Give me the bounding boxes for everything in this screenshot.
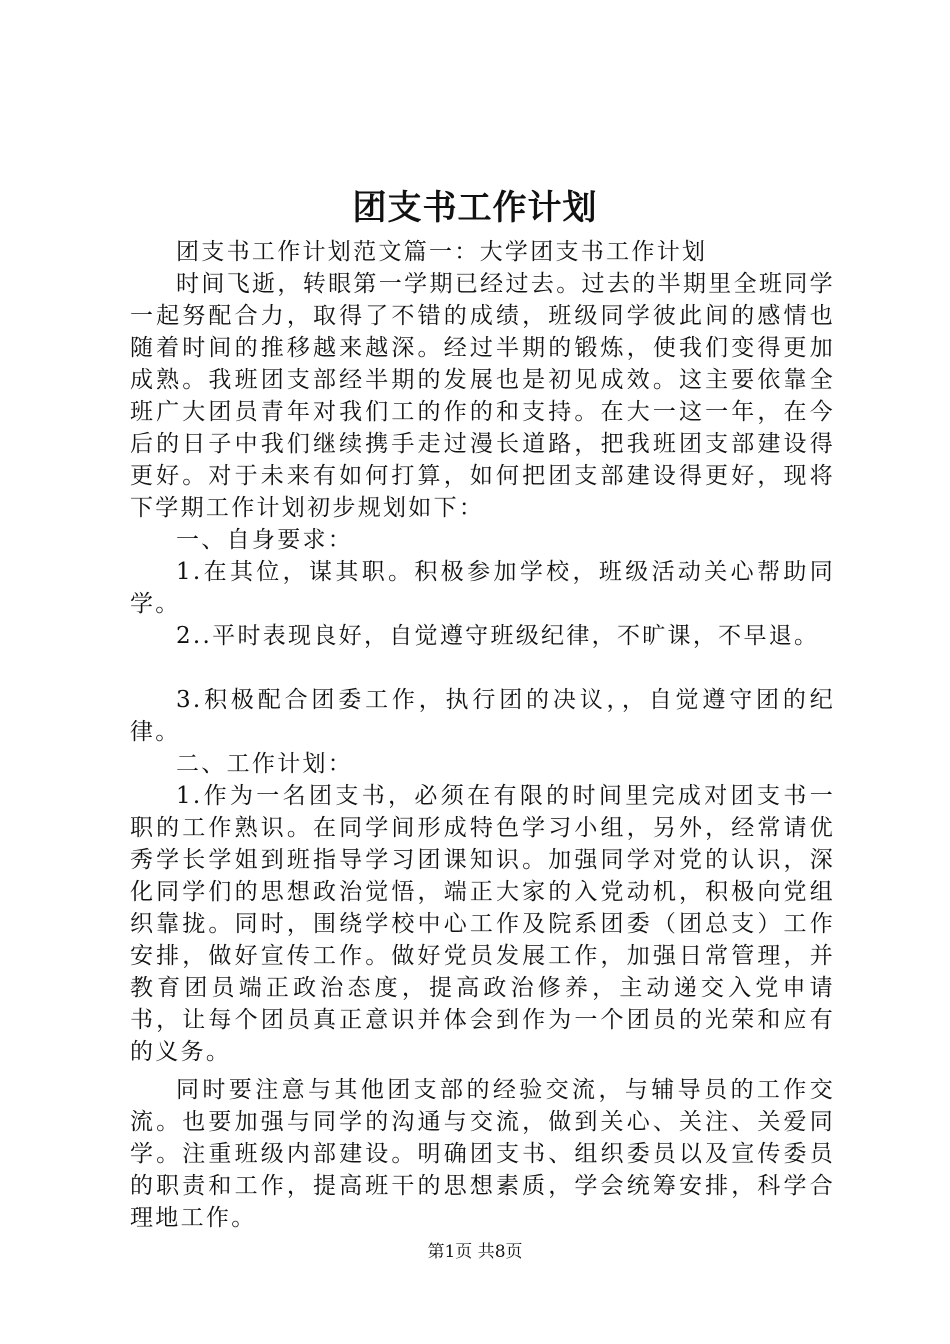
intro-paragraph: 时间飞逝，转眼第一学期已经过去。过去的半期里全班同学一起努配合力，取得了不错的成绩，班级同学彼此间的感情也随着时间的推移越来越深。经过半期的锻炼，使我们变得更加成熟。我班团支部经半期的发展也是初见成效。这主要依靠全班广大团员青年对我们工的作的和支持。在大一这一年，在今后的日子中我们继续携手走过漫长道路，把我班团支部建设得更好。对于未来有如何打算，如何把团支部建设得更好，现将下学期工作计划初步规划如下： (130, 271, 835, 521)
work-plan-item-1: 1.作为一名团支书，必须在有限的时间里完成对团支书一职的工作熟识。在同学间形成特色学习小组，另外，经常请优秀学长学姐到班指导学习团课知识。加强同学对党的认识，深化同学们的思想政治觉悟，端正大家的入党动机，积极向党组织靠拢。同时，围绕学校中心工作及院系团委（团总支）工作安排，做好宣传工作。做好党员发展工作，加强日常管理，并教育团员端正政治态度，提高政治修养，主动递交入党申请书，让每个团员真正意识并体会到作为一个团员的光荣和应有的义务。 (130, 783, 835, 1065)
section-heading-self-requirements: 一、自身要求： (176, 527, 354, 553)
document-title: 团支书工作计划 (352, 188, 598, 228)
work-plan-paragraph-2: 同时要注意与其他团支部的经验交流，与辅导员的工作交流。也要加强与同学的沟通与交流，做到关心、关注、关爱同学。注重班级内部建设。明确团支书、组织委员以及宣传委员的职责和工作，提高班干的思想素质，学会统筹安排，科学合理地工作。 (130, 1077, 835, 1231)
self-requirement-item-3: 3.积极配合团委工作，执行团的决议，，自觉遵守团的纪律。 (130, 687, 835, 745)
self-requirement-item-1: 1.在其位，谋其职。积极参加学校，班级活动关心帮助同学。 (130, 559, 835, 617)
document-body (130, 236, 835, 1234)
page-number-footer: 第1页 共8页 (427, 1242, 523, 1262)
section-heading-work-plan: 二、工作计划： (176, 751, 354, 777)
subtitle-paragraph: 团支书工作计划范文篇一：大学团支书工作计划 (176, 239, 708, 265)
self-requirement-item-2: 2..平时表现良好，自觉遵守班级纪律，不旷课，不早退。 (176, 623, 820, 649)
